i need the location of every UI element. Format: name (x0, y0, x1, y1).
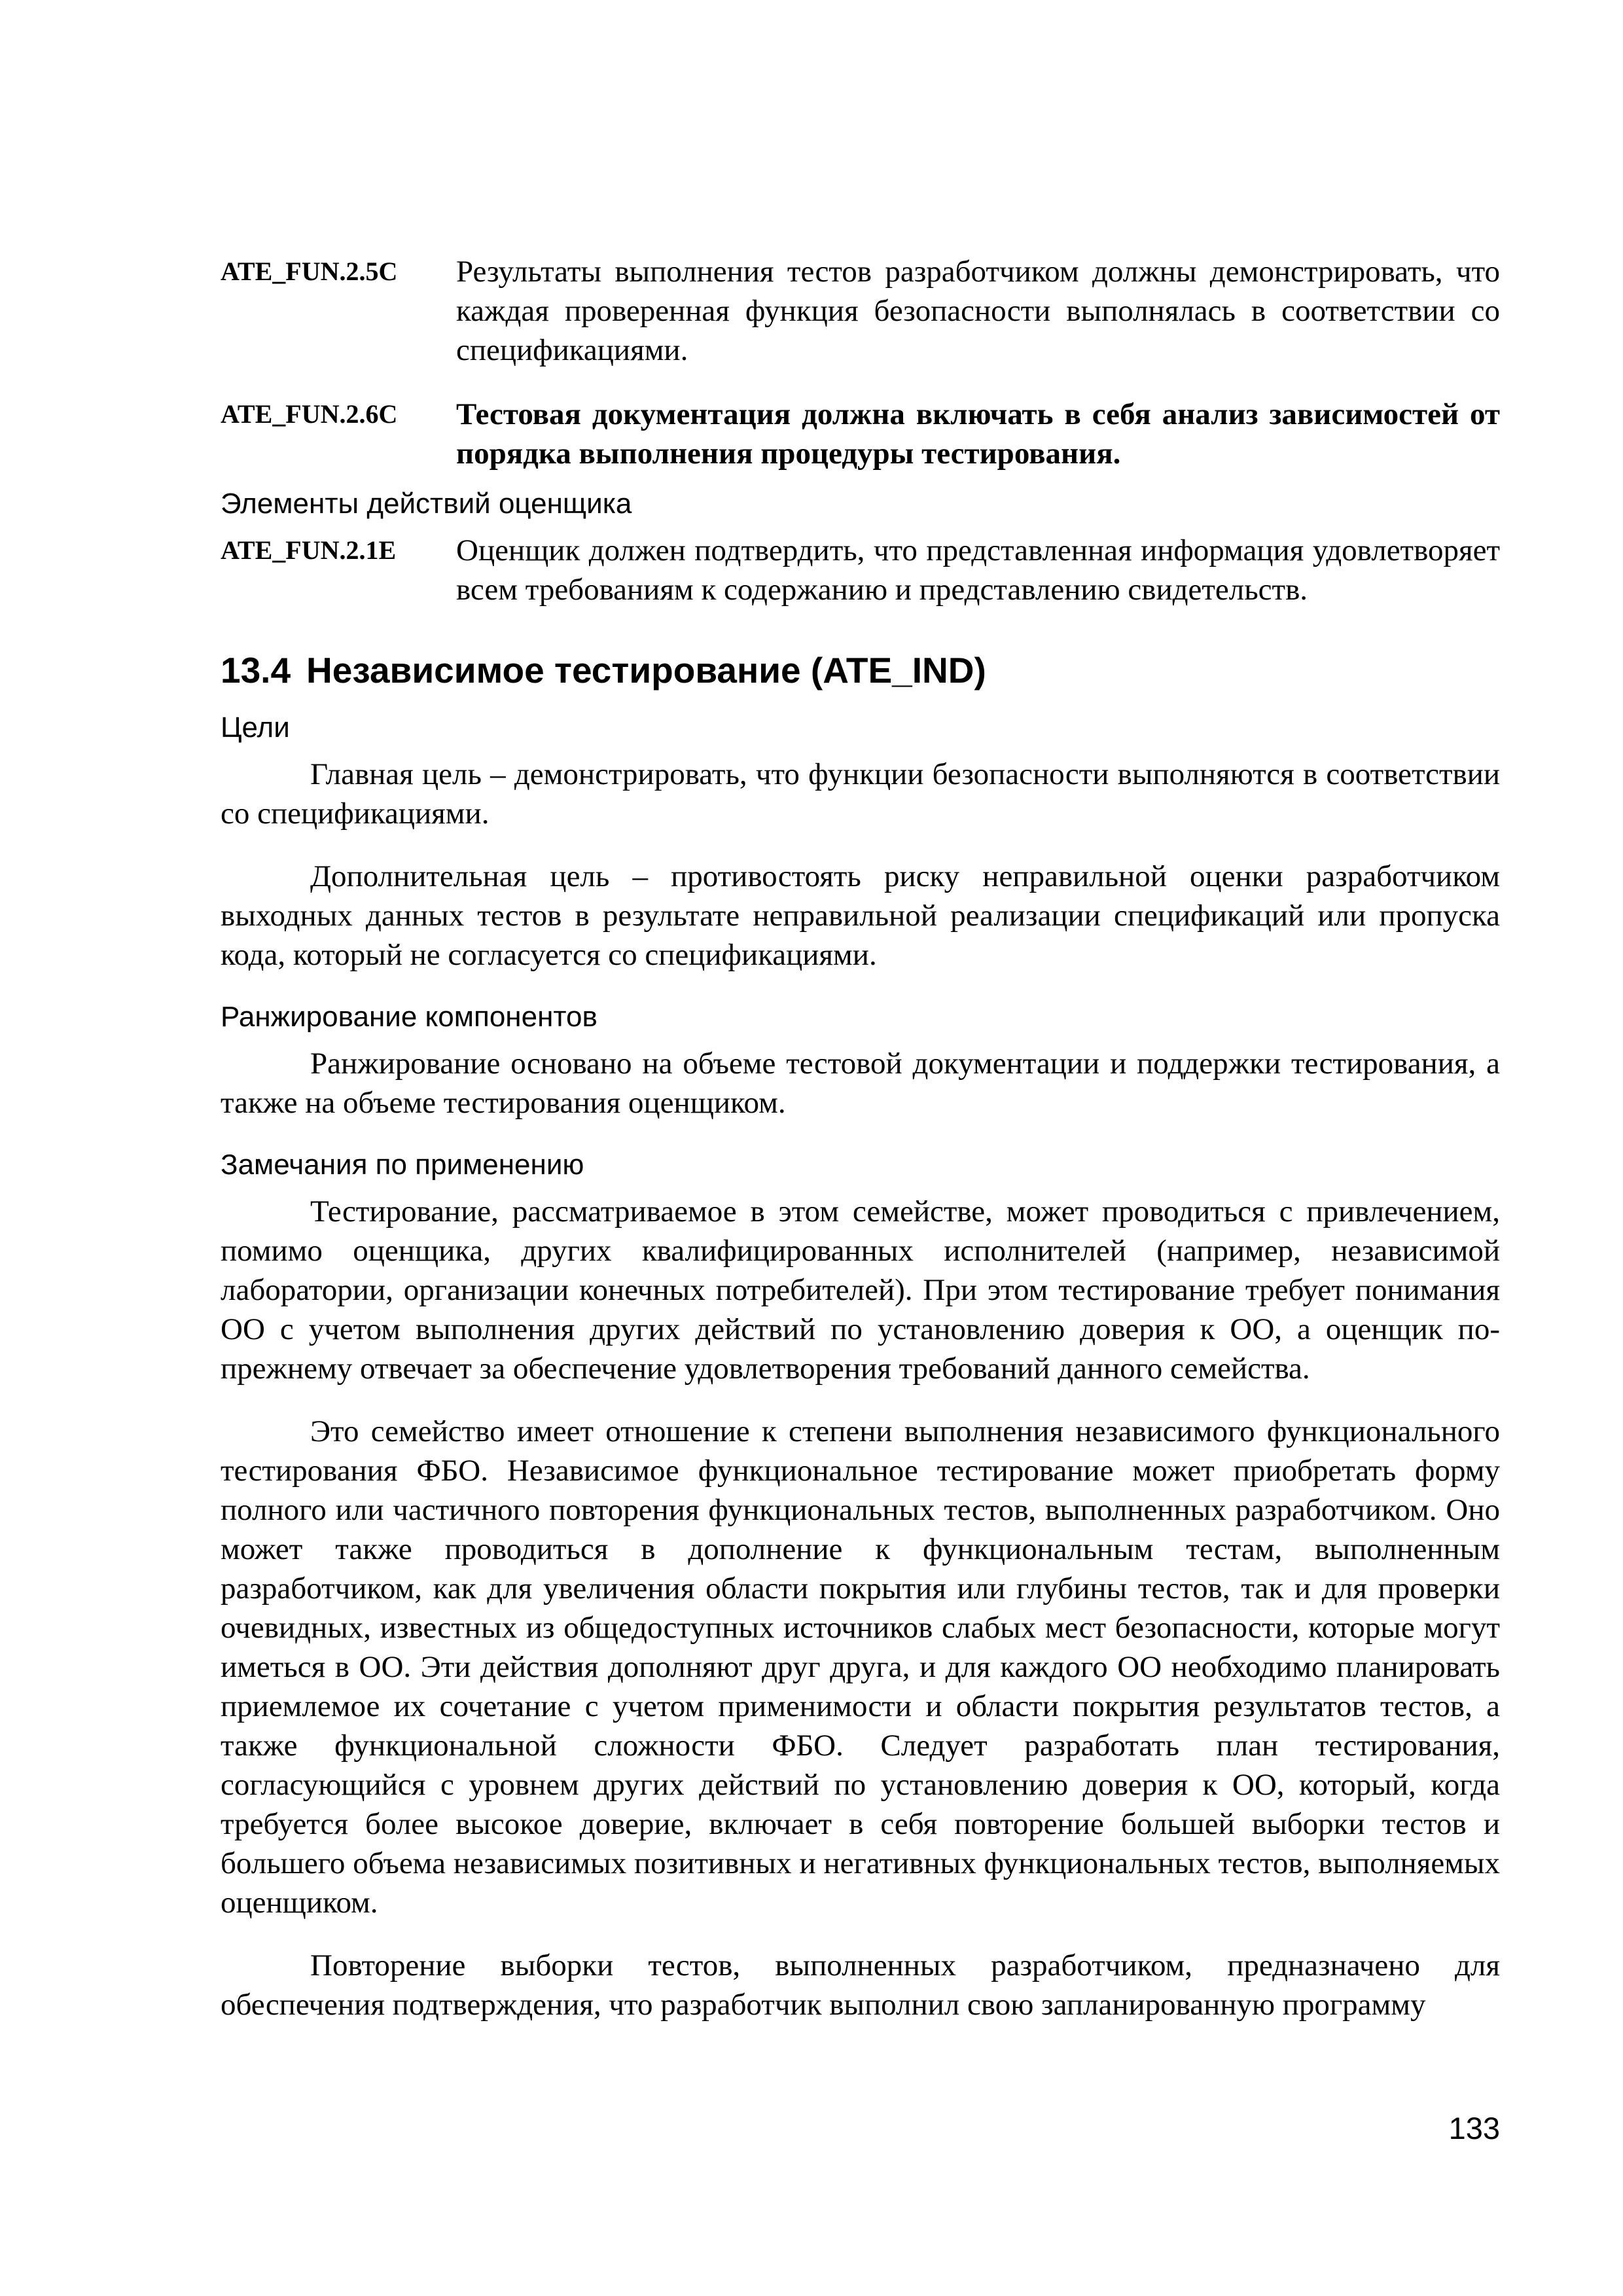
ranking-heading: Ранжирование компонентов (221, 1001, 597, 1033)
element-text-6c: Тестовая документация должна включать в себя анализ зависимостей от порядка выполнения процедуры тестирования. (456, 397, 1500, 471)
element-text-1e: Оценщик должен подтвердить, что представленная информация удовлетворяет всем требованиям к содержанию и представлению свидетельств. (456, 533, 1500, 607)
section-heading (221, 647, 1500, 693)
element-text-5c: Результаты выполнения тестов разработчиком должны демонстрировать, что каждая проверенная функция безопасности выполнялась в соответствии со спецификациями. (456, 255, 1500, 367)
element-id-1e: ATE_FUN.2.1E (221, 535, 397, 565)
element-id-6c: ATE_FUN.2.6C (221, 399, 398, 429)
notes-paragraph-3: Повторение выборки тестов, выполненных разработчиком, предназначено для обеспечения подтверждения, что разработчик выполнил свою запланированную программу (221, 1948, 1500, 2022)
element-row-6c (221, 395, 1500, 473)
element-row-1e (221, 531, 1500, 609)
section-number: 13.4 (221, 650, 291, 691)
element-id-5c: ATE_FUN.2.5C (221, 257, 398, 286)
objectives-paragraph-1: Главная цель – демонстрировать, что функции безопасности выполняются в соответствии со спецификациями. (221, 757, 1500, 831)
notes-paragraph-1: Тестирование, рассматриваемое в этом семействе, может проводиться с привлечением, помимо оценщика, других квалифицированных исполнителей (например, независимой лаборатории, организации конечных потребителей). При этом тестирование требует понимания ОО с учетом выполнения других действий по установлению доверия к ОО, а оценщик по-прежнему отвечает за обеспечение удовлетворения требований данного семейства. (221, 1194, 1500, 1386)
notes-paragraph-2: Это семейство имеет отношение к степени выполнения независимого функционального тестирования ФБО. Независимое функциональное тестирование может приобретать форму полного или частичного повторения функциональных тестов, выполненных разработчиком. Оно может также проводиться в дополнение к функциональным тестам, выполненным разработчиком, как для увеличения области покрытия или глубины тестов, так и для проверки очевидных, известных из общедоступных источников слабых мест безопасности, которые могут иметься в ОО. Эти действия дополняют друг друга, и для каждого ОО необходимо планировать приемлемое их сочетание с учетом применимости и области покрытия результатов тестов, а также функциональной сложности ФБО. Следует разработать план тестирования, согласующийся с уровнем других действий по установлению доверия к ОО, который, когда требуется более высокое доверие, включает в себя повторение большей выборки тестов и большего объема независимых позитивных и негативных функциональных тестов, выполняемых оценщиком. (221, 1414, 1500, 1920)
section-title: Независимое тестирование (ATE_IND) (306, 650, 986, 691)
page-content (221, 252, 1500, 2048)
ranking-paragraph: Ранжирование основано на объеме тестовой документации и поддержки тестирования, а также на объеме тестирования оценщиком. (221, 1047, 1500, 1120)
notes-heading: Замечания по применению (221, 1149, 584, 1181)
page-number: 133 (1448, 2111, 1500, 2145)
element-row-5c (221, 252, 1500, 370)
evaluator-actions-heading: Элементы действий оценщика (221, 488, 632, 520)
objectives-paragraph-2: Дополнительная цель – противостоять риску неправильной оценки разработчиком выходных данных тестов в результате неправильной реализации спецификаций или пропуска кода, который не согласуется со спецификациями. (221, 859, 1500, 972)
objectives-heading: Цели (221, 711, 290, 744)
